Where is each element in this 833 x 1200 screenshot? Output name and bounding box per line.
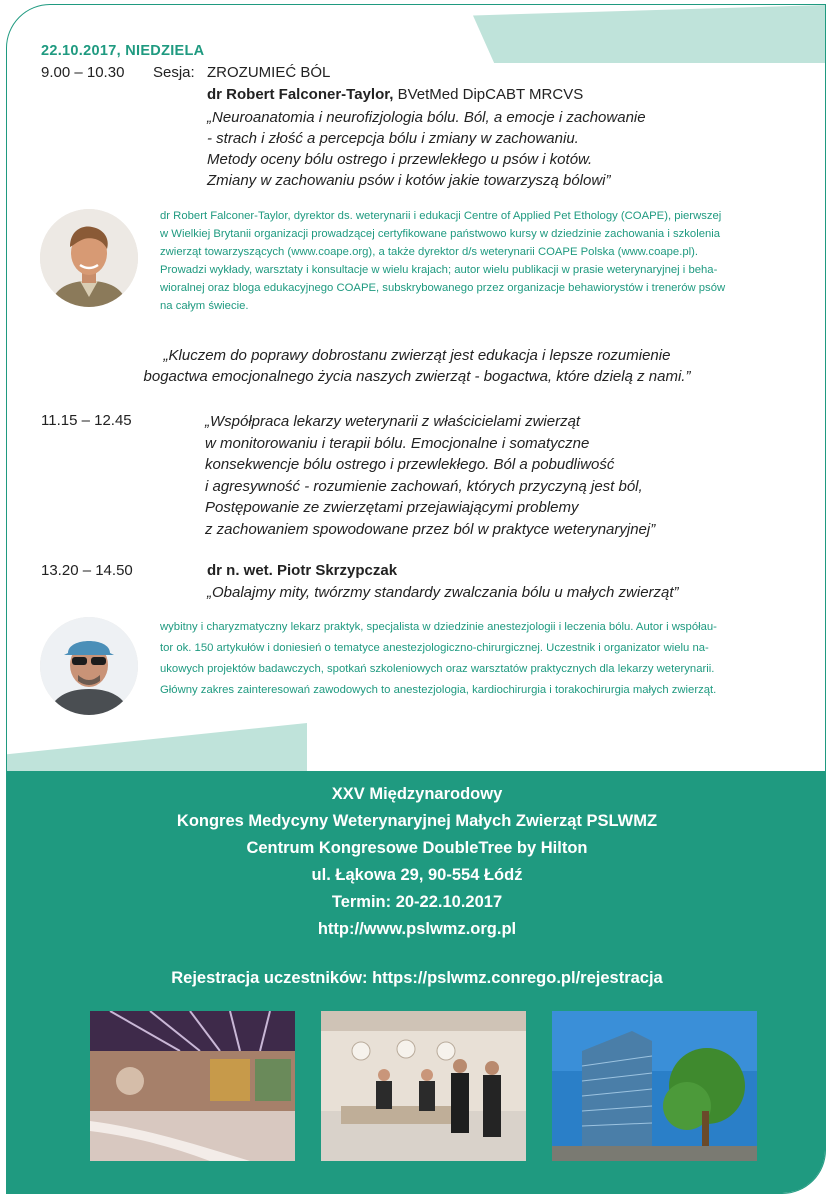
page-frame (6, 4, 826, 1194)
decorative-band-mid (7, 723, 307, 775)
quote-line: „Kluczem do poprawy dobrostanu zwierząt jest edukacja i lepsze rozumienie (163, 347, 671, 364)
venue-building-photo (552, 1011, 757, 1161)
session1-speaker (207, 85, 583, 105)
bio-line: zwierząt towarzyszących (www.coape.org), a także dyrektor d/s weterynarii COAPE Polska (www.coape.pl). (160, 246, 699, 258)
bio-line: w Wielkiej Brytanii organizacji prowadzącej certyfikowane państwowo kursy w dziedzinie zachowania i szkolenia (160, 228, 721, 240)
session2-time: 11.15 – 12.45 (41, 412, 132, 429)
bio-line: dr Robert Falconer-Taylor, dyrektor ds. weterynarii i edukacji Centre of Applied Pet Ethology (COAPE), pierwszej (160, 210, 722, 222)
venue-reception-photo (321, 1011, 526, 1161)
session3-speaker-name: dr n. wet. Piotr Skrzypczak (207, 562, 398, 579)
speaker2-photo (40, 617, 138, 715)
info-line: XXV Międzynarodowy (331, 785, 503, 803)
lecture-line: „Współpraca lekarzy weterynarii z właścicielami zwierząt (205, 413, 581, 430)
bio-line: wybitny i charyzmatyczny lekarz praktyk, specjalista w dziedzinie anestezjologii i leczenia bólu. Autor i współau- (160, 621, 717, 633)
info-line: Kongres Medycyny Weterynaryjnej Małych Zwierząt PSLWMZ (176, 812, 658, 830)
quote-line: bogactwa emocjonalnego życia naszych zwierząt - bogactwa, które dzielą z nami.” (143, 368, 691, 385)
day-date-label: 22.10.2017, NIEDZIELA (41, 43, 205, 59)
info-line: ul. Łąkowa 29, 90-554 Łódź (311, 866, 523, 884)
lecture-line: Zmiany w zachowaniu psów i kotów jakie towarzyszą bólowi” (207, 172, 611, 189)
speaker1-bio (160, 207, 725, 315)
session3-lecture: „Obalajmy mity, twórzmy standardy zwalczania bólu u małych zwierząt” (207, 584, 679, 601)
bio-line: Główny zakres zainteresowań zawodowych to anestezjologia, kardiochirurgia i torakochirurgia małych zwierząt. (160, 684, 717, 696)
bio-line: ukowych projektów badawczych, spotkań szkoleniowych oraz warsztatów praktycznych dla lekarzy weterynarii. (160, 663, 715, 675)
bio-line: na całym świecie. (160, 300, 249, 312)
venue-interior-photo (90, 1011, 295, 1161)
lecture-line: z zachowaniem spowodowane przez ból w praktyce weterynaryjnej” (205, 520, 656, 538)
lecture-line: - strach i złość a percepcja bólu i zmiany w zachowaniu. (207, 130, 579, 147)
website-link[interactable]: http://www.pslwmz.org.pl (317, 920, 517, 938)
session1-lecture (207, 107, 646, 191)
session1-label: Sesja: (153, 64, 195, 81)
bio-line: wioralnej oraz bloga edukacyjnego COAPE, subskrybowanego przez organizacje behawiorystów i trenerów psów (160, 282, 726, 294)
lecture-line: w monitorowaniu i terapii bólu. Emocjonalne i somatyczne (205, 434, 590, 452)
lecture-line: konsekwencje bólu ostrego i przewlekłego. Ból a pobudliwość (205, 456, 615, 473)
session3-time: 13.20 – 14.50 (41, 562, 133, 579)
bio-line: tor ok. 150 artykułów i doniesień o tematyce anestezjologiczno-chirurgicznej. Uczestnik i organizator wielu na- (160, 642, 709, 654)
session1-speaker-name: dr Robert Falconer-Taylor, (207, 86, 394, 103)
lecture-line: Postępowanie ze zwierzętami przejawiającymi problemy (205, 499, 579, 516)
session1-time: 9.00 – 10.30 (41, 64, 125, 81)
lecture-line: Metody oceny bólu ostrego i przewlekłego u psów i kotów. (207, 151, 593, 168)
info-line: Termin: 20-22.10.2017 (331, 893, 503, 911)
session2-lecture (205, 411, 655, 540)
bio-line: Prowadzi wykłady, warsztaty i konsultacje w wielu krajach; autor wielu publikacji w prasie weterynaryjnej i beha- (160, 264, 718, 276)
registration-link[interactable]: Rejestracja uczestników: https://pslwmz.conrego.pl/rejestracja (171, 969, 663, 987)
congress-info-footer (7, 771, 826, 1194)
speaker1-photo (40, 209, 138, 307)
session1-title: ZROZUMIEĆ BÓL (207, 64, 331, 81)
session1-speaker-titles: BVetMed DipCABT MRCVS (393, 86, 584, 103)
speaker2-bio (160, 617, 717, 701)
motto-quote (7, 345, 826, 387)
decorative-band-top (473, 5, 825, 63)
info-line: Centrum Kongresowe DoubleTree by Hilton (246, 839, 588, 857)
congress-info (7, 781, 826, 943)
lecture-line: i agresywność - rozumienie zachowań, których przyczyną jest ból, (205, 477, 643, 495)
lecture-line: „Neuroanatomia i neurofizjologia bólu. Ból, a emocje i zachowanie (207, 109, 646, 126)
